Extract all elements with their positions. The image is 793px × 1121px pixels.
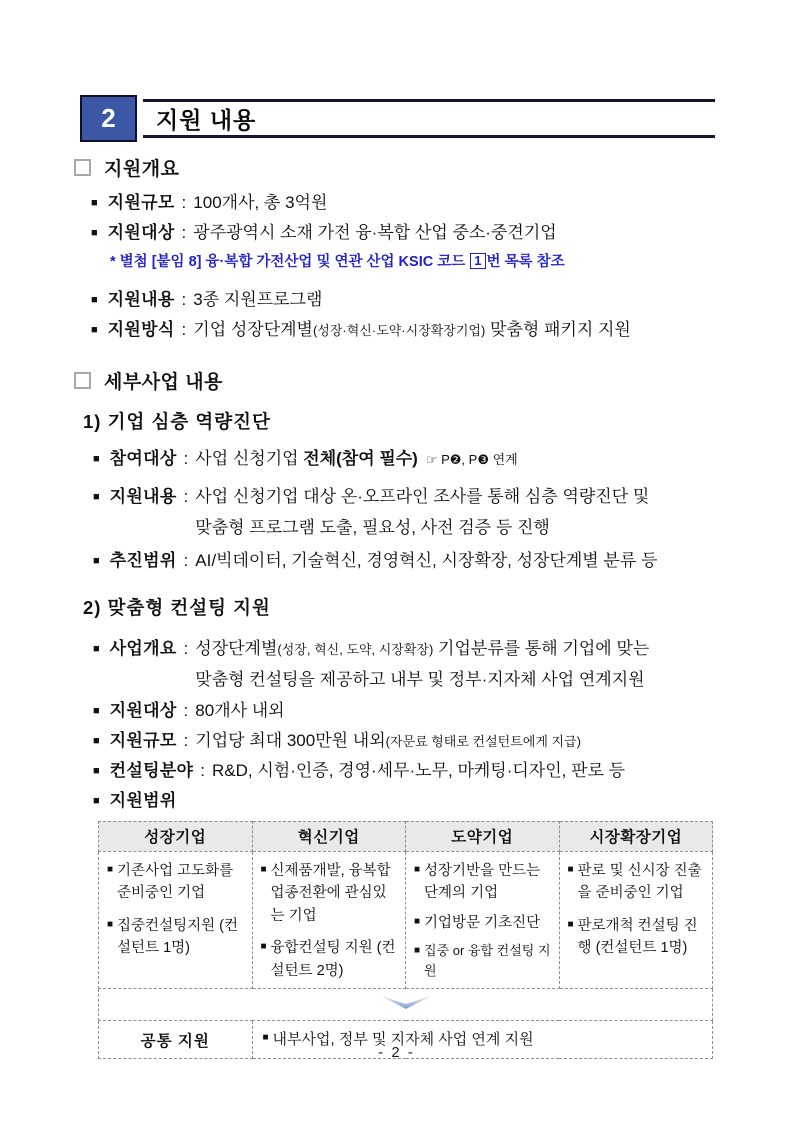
list-item — [414, 912, 553, 934]
support-scope-table — [98, 821, 713, 1059]
method-tail: 맞춤형 패키지 지원 — [485, 319, 631, 339]
scale-paren: (자문료 형태로 컨설턴트에게 지급) — [385, 733, 581, 749]
colon-separator: : — [183, 551, 189, 571]
item-text: AI/빅데이터, 기술혁신, 경영혁신, 시장확장, 성장단계별 분류 등 — [195, 551, 658, 571]
list-item — [107, 860, 246, 905]
section-number-badge: 2 — [80, 95, 137, 142]
program1-participants-item — [93, 448, 715, 470]
item-text: R&D, 시험·인증, 경영·세무·노무, 마케팅·디자인, 판로 등 — [212, 760, 626, 780]
bullet-icon: ■ — [91, 323, 98, 336]
checkbox-icon — [74, 372, 91, 389]
table-arrow-row — [99, 989, 713, 1021]
list-item — [107, 915, 246, 960]
bullet-icon: ■ — [93, 734, 100, 747]
list-item — [261, 937, 400, 982]
bullet-icon: ■ — [107, 863, 114, 875]
cell-text: 판로개척 컨설팅 진행 (컨설턴트 1명) — [577, 917, 698, 957]
list-item — [568, 915, 707, 960]
item-text — [195, 730, 715, 752]
item-text: 80개사 내외 — [195, 700, 285, 720]
col-header-innovation: 혁신기업 — [252, 821, 406, 851]
detail-section-title — [74, 367, 715, 394]
item-text — [195, 638, 715, 691]
program1-scope-item — [93, 550, 715, 572]
bullet-icon: ■ — [414, 863, 421, 875]
bullet-icon: ■ — [91, 227, 98, 240]
cell-text: 융합컨설팅 지원 (컨설턴트 2명) — [270, 940, 396, 979]
overview-method-item — [91, 319, 715, 341]
overview-title-text: 지원개요 — [104, 159, 180, 180]
bullet-icon: ■ — [93, 704, 100, 717]
cell-text: 내부사업, 정부 및 지자체 사업 연계 지원 — [272, 1031, 534, 1049]
item-text — [193, 319, 715, 341]
item-label: 지원범위 — [109, 790, 177, 810]
overview-target-item — [91, 222, 715, 244]
table-header-row — [99, 821, 713, 851]
program1-content-item — [93, 486, 715, 539]
colon-separator: : — [183, 700, 189, 720]
item-text: 3종 지원프로그램 — [193, 289, 323, 309]
cell-text: 집중 or 융합 컨설팅 지원 — [424, 943, 551, 979]
bullet-icon: ■ — [567, 918, 574, 930]
colon-separator: : — [200, 760, 206, 780]
page-number: - 2 - — [378, 1044, 415, 1061]
program2-fields-item — [93, 760, 715, 782]
item-text — [195, 486, 715, 539]
item-text: 100개사, 총 3억원 — [193, 193, 328, 212]
cell-innovation — [252, 851, 406, 988]
overview-scale-item — [91, 192, 715, 214]
colon-separator: : — [181, 289, 187, 309]
colon-separator: : — [183, 487, 189, 507]
cell-leap — [406, 851, 560, 988]
item-label: 지원대상 — [109, 700, 177, 720]
detail-title-text: 세부사업 내용 — [104, 371, 223, 393]
program2-heading: 2) 맞춤형 컨설팅 지원 — [83, 597, 271, 619]
bullet-icon: ■ — [414, 945, 421, 957]
item-label: 사업개요 — [109, 639, 177, 659]
outline-line2: 맞춤형 컨설팅을 제공하고 내부 및 정부·지자체 사업 연계지원 — [195, 670, 645, 690]
page-title: 지원 내용 — [156, 107, 257, 133]
method-paren: (성장·혁신·도약·시장확장기업) — [312, 322, 486, 338]
bullet-icon: ■ — [93, 794, 100, 807]
chevron-down-icon — [380, 995, 432, 1010]
cell-text: 판로 및 신시장 진출을 준비중인 기업 — [577, 862, 702, 902]
cell-text: 기존사업 고도화를 준비중인 기업 — [117, 862, 234, 902]
content-line1: 사업 신청기업 대상 온·오프라인 조사를 통해 심층 역량진단 및 — [195, 487, 650, 507]
cell-text: 기업방문 기초진단 — [424, 914, 541, 931]
item-label: 참여대상 — [109, 448, 177, 468]
col-header-market-expansion: 시장확장기업 — [559, 821, 713, 851]
section-title-rules — [143, 99, 715, 138]
table-body-row — [99, 851, 713, 988]
note-text-after: 번 목록 참조 — [486, 254, 565, 271]
item-label: 지원규모 — [107, 193, 175, 212]
bullet-icon: ■ — [91, 293, 98, 306]
item-label: 지원규모 — [109, 730, 177, 750]
list-item — [568, 860, 707, 905]
bullet-icon: ■ — [567, 863, 574, 875]
item-label: 지원내용 — [109, 487, 177, 507]
boxed-number: 1 — [470, 253, 485, 269]
participants-text: 사업 신청기업 — [195, 448, 304, 468]
item-text — [195, 448, 715, 470]
overview-section-title — [74, 154, 715, 181]
common-support-label: 공통 지원 — [99, 1021, 253, 1059]
bullet-icon: ■ — [93, 764, 100, 777]
section-header — [80, 95, 715, 142]
overview-content-item — [91, 289, 715, 311]
outline-line1 — [195, 638, 715, 660]
list-item — [414, 860, 553, 905]
scale-text: 기업당 최대 300만원 내외 — [195, 730, 386, 750]
item-label: 추진범위 — [109, 551, 177, 571]
outline-text-main: 성장단계별 — [195, 639, 278, 659]
method-text-main: 기업 성장단계별 — [193, 319, 313, 339]
bullet-icon: ■ — [93, 452, 100, 465]
col-header-growth: 성장기업 — [99, 821, 253, 851]
list-item — [414, 941, 553, 981]
colon-separator: : — [181, 319, 187, 339]
bullet-icon: ■ — [262, 1032, 269, 1044]
program2-target-item — [93, 700, 715, 722]
bullet-icon: ■ — [414, 915, 421, 927]
item-label: 지원대상 — [107, 223, 175, 243]
bullet-icon: ■ — [107, 918, 114, 930]
reference-note — [110, 253, 715, 273]
participants-ref: ☞ P❷, P❸ 연계 — [425, 451, 518, 467]
bullet-icon: ■ — [91, 197, 98, 209]
item-label: 지원방식 — [107, 319, 175, 339]
colon-separator: : — [181, 193, 187, 212]
note-text-before: * 별첨 [붙임 8] 융·복합 가전산업 및 연관 산업 KSIC 코드 — [110, 254, 470, 271]
col-header-leap: 도약기업 — [406, 821, 560, 851]
outline-tail: 기업분류를 통해 기업에 맞는 — [433, 639, 650, 659]
program2-range-item — [93, 790, 715, 812]
colon-separator: : — [181, 223, 187, 243]
bullet-icon: ■ — [260, 941, 267, 953]
checkbox-icon — [74, 159, 91, 176]
participants-bold: 전체(참여 필수) — [303, 448, 418, 468]
cell-text: 집중컨설팅지원 (컨설턴트 1명) — [117, 917, 238, 957]
bullet-icon: ■ — [93, 555, 100, 568]
arrow-cell — [99, 989, 713, 1021]
bullet-icon: ■ — [93, 643, 100, 656]
bullet-icon: ■ — [260, 863, 267, 875]
program2-scale-item — [93, 730, 715, 752]
program2-outline-item — [93, 638, 715, 691]
program1-heading: 1) 기업 심층 역량진단 — [83, 410, 271, 432]
cell-growth — [99, 851, 253, 988]
colon-separator: : — [183, 639, 189, 659]
item-label: 지원내용 — [107, 289, 175, 309]
cell-text: 성장기반을 만드는 단계의 기업 — [424, 862, 541, 902]
cell-market-expansion — [559, 851, 713, 988]
bullet-icon: ■ — [93, 491, 100, 504]
item-label: 컨설팅분야 — [109, 760, 194, 780]
item-text: 광주광역시 소재 가전 융·복합 산업 중소·중견기업 — [193, 223, 557, 243]
colon-separator: : — [183, 448, 189, 468]
content-line2: 맞춤형 프로그램 도출, 필요성, 사전 검증 등 진행 — [195, 518, 550, 538]
outline-paren: (성장, 혁신, 도약, 시장확장) — [277, 642, 434, 658]
cell-text: 신제품개발, 융복합 업종전환에 관심있는 기업 — [270, 862, 391, 924]
colon-separator: : — [183, 730, 189, 750]
list-item — [261, 860, 400, 927]
